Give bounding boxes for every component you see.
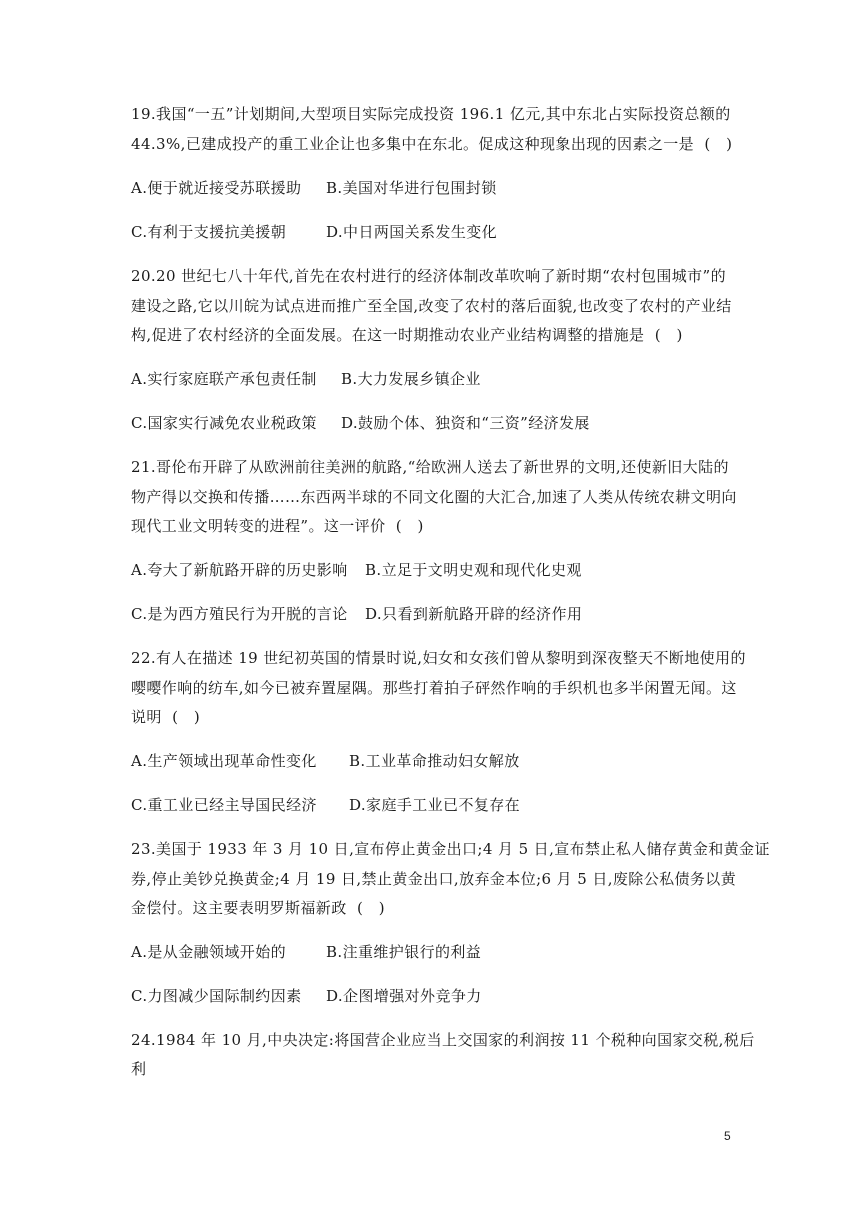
q22-option-d: D.家庭手工业已不复存在 — [349, 796, 521, 814]
q19-option-b: B.美国对华进行包围封锁 — [326, 179, 497, 197]
q19-option-a: A.便于就近接受苏联援助 — [131, 179, 302, 197]
q22-option-c: C.重工业已经主导国民经济 — [131, 796, 317, 814]
q23-line-3: 金偿付。这主要表明罗斯福新政 ( ) — [131, 899, 385, 917]
q22-line-2: 嘤嘤作响的纺车,如今已被弃置屋隅。那些打着拍子砰然作响的手织机也多半闲置无闻。这 — [131, 679, 737, 697]
q20-line-2: 建设之路,它以川皖为试点进而推广至全国,改变了农村的落后面貌,也改变了农村的产业结 — [131, 297, 732, 315]
q19-option-d: D.中日两国关系发生变化 — [326, 223, 498, 241]
q21-option-a: A.夸大了新航路开辟的历史影响 — [131, 561, 348, 579]
q24-line-2: 利 — [131, 1060, 147, 1078]
q19-line-2: 44.3%,已建成投产的重工业企让也多集中在东北。促成这种现象出现的因素之一是 ( ) — [131, 135, 733, 153]
q21-line-1: 21.哥伦布开辟了从欧洲前往美洲的航路,“给欧洲人送去了新世界的文明,还使新旧大陆的 — [131, 458, 729, 476]
q20-option-a: A.实行家庭联产承包责任制 — [131, 370, 317, 388]
q21-option-c: C.是为西方殖民行为开脱的言论 — [131, 605, 348, 623]
q23-line-2: 券,停止美钞兑换黄金;4 月 19 日,禁止黄金出口,放弃金本位;6 月 5 日,废除公私债务以黄 — [131, 870, 737, 888]
q21-line-2: 物产得以交换和传播……东西两半球的不同文化圈的大汇合,加速了人类从传统农耕文明向 — [131, 488, 737, 506]
q20-option-d: D.鼓励个体、独资和“三资”经济发展 — [341, 414, 590, 432]
q22-option-a: A.生产领域出现革命性变化 — [131, 752, 317, 770]
q24-line-1: 24.1984 年 10 月,中央决定:将国营企业应当上交国家的利润按 11 个税种向国家交税,税后 — [131, 1031, 755, 1049]
q23-line-1: 23.美国于 1933 年 3 月 10 日,宣布停止黄金出口;4 月 5 日,宣布禁止私人储存黄金和黄金证 — [131, 840, 770, 858]
q21-option-b: B.立足于文明史观和现代化史观 — [365, 561, 582, 579]
q23-option-b: B.注重维护银行的利益 — [326, 943, 482, 961]
q19-option-c: C.有利于支援抗美援朝 — [131, 223, 287, 241]
q21-option-d: D.只看到新航路开辟的经济作用 — [365, 605, 583, 623]
q23-option-c: C.力图减少国际制约因素 — [131, 987, 302, 1005]
q19-line-1: 19.我国“一五”计划期间,大型项目实际完成投资 196.1 亿元,其中东北占实际投资总额的 — [131, 105, 731, 123]
q20-option-c: C.国家实行减免农业税政策 — [131, 414, 317, 432]
q23-option-a: A.是从金融领域开始的 — [131, 943, 287, 961]
q22-option-b: B.工业革命推动妇女解放 — [349, 752, 520, 770]
q21-line-3: 现代工业文明转变的进程”。这一评价 ( ) — [131, 517, 424, 535]
q20-line-1: 20.20 世纪七八十年代,首先在农村进行的经济体制改革吹响了新时期“农村包围城市”的 — [131, 267, 727, 285]
q20-line-3: 构,促进了农村经济的全面发展。在这一时期推动农业产业结构调整的措施是 ( ) — [131, 326, 683, 344]
q22-line-3: 说明 ( ) — [131, 708, 201, 726]
q23-option-d: D.企图增强对外竞争力 — [326, 987, 482, 1005]
q20-option-b: B.大力发展乡镇企业 — [341, 370, 481, 388]
page-number: 5 — [724, 1129, 731, 1143]
q22-line-1: 22.有人在描述 19 世纪初英国的情景时说,妇女和女孩们曾从黎明到深夜整天不断地使用的 — [131, 649, 746, 667]
